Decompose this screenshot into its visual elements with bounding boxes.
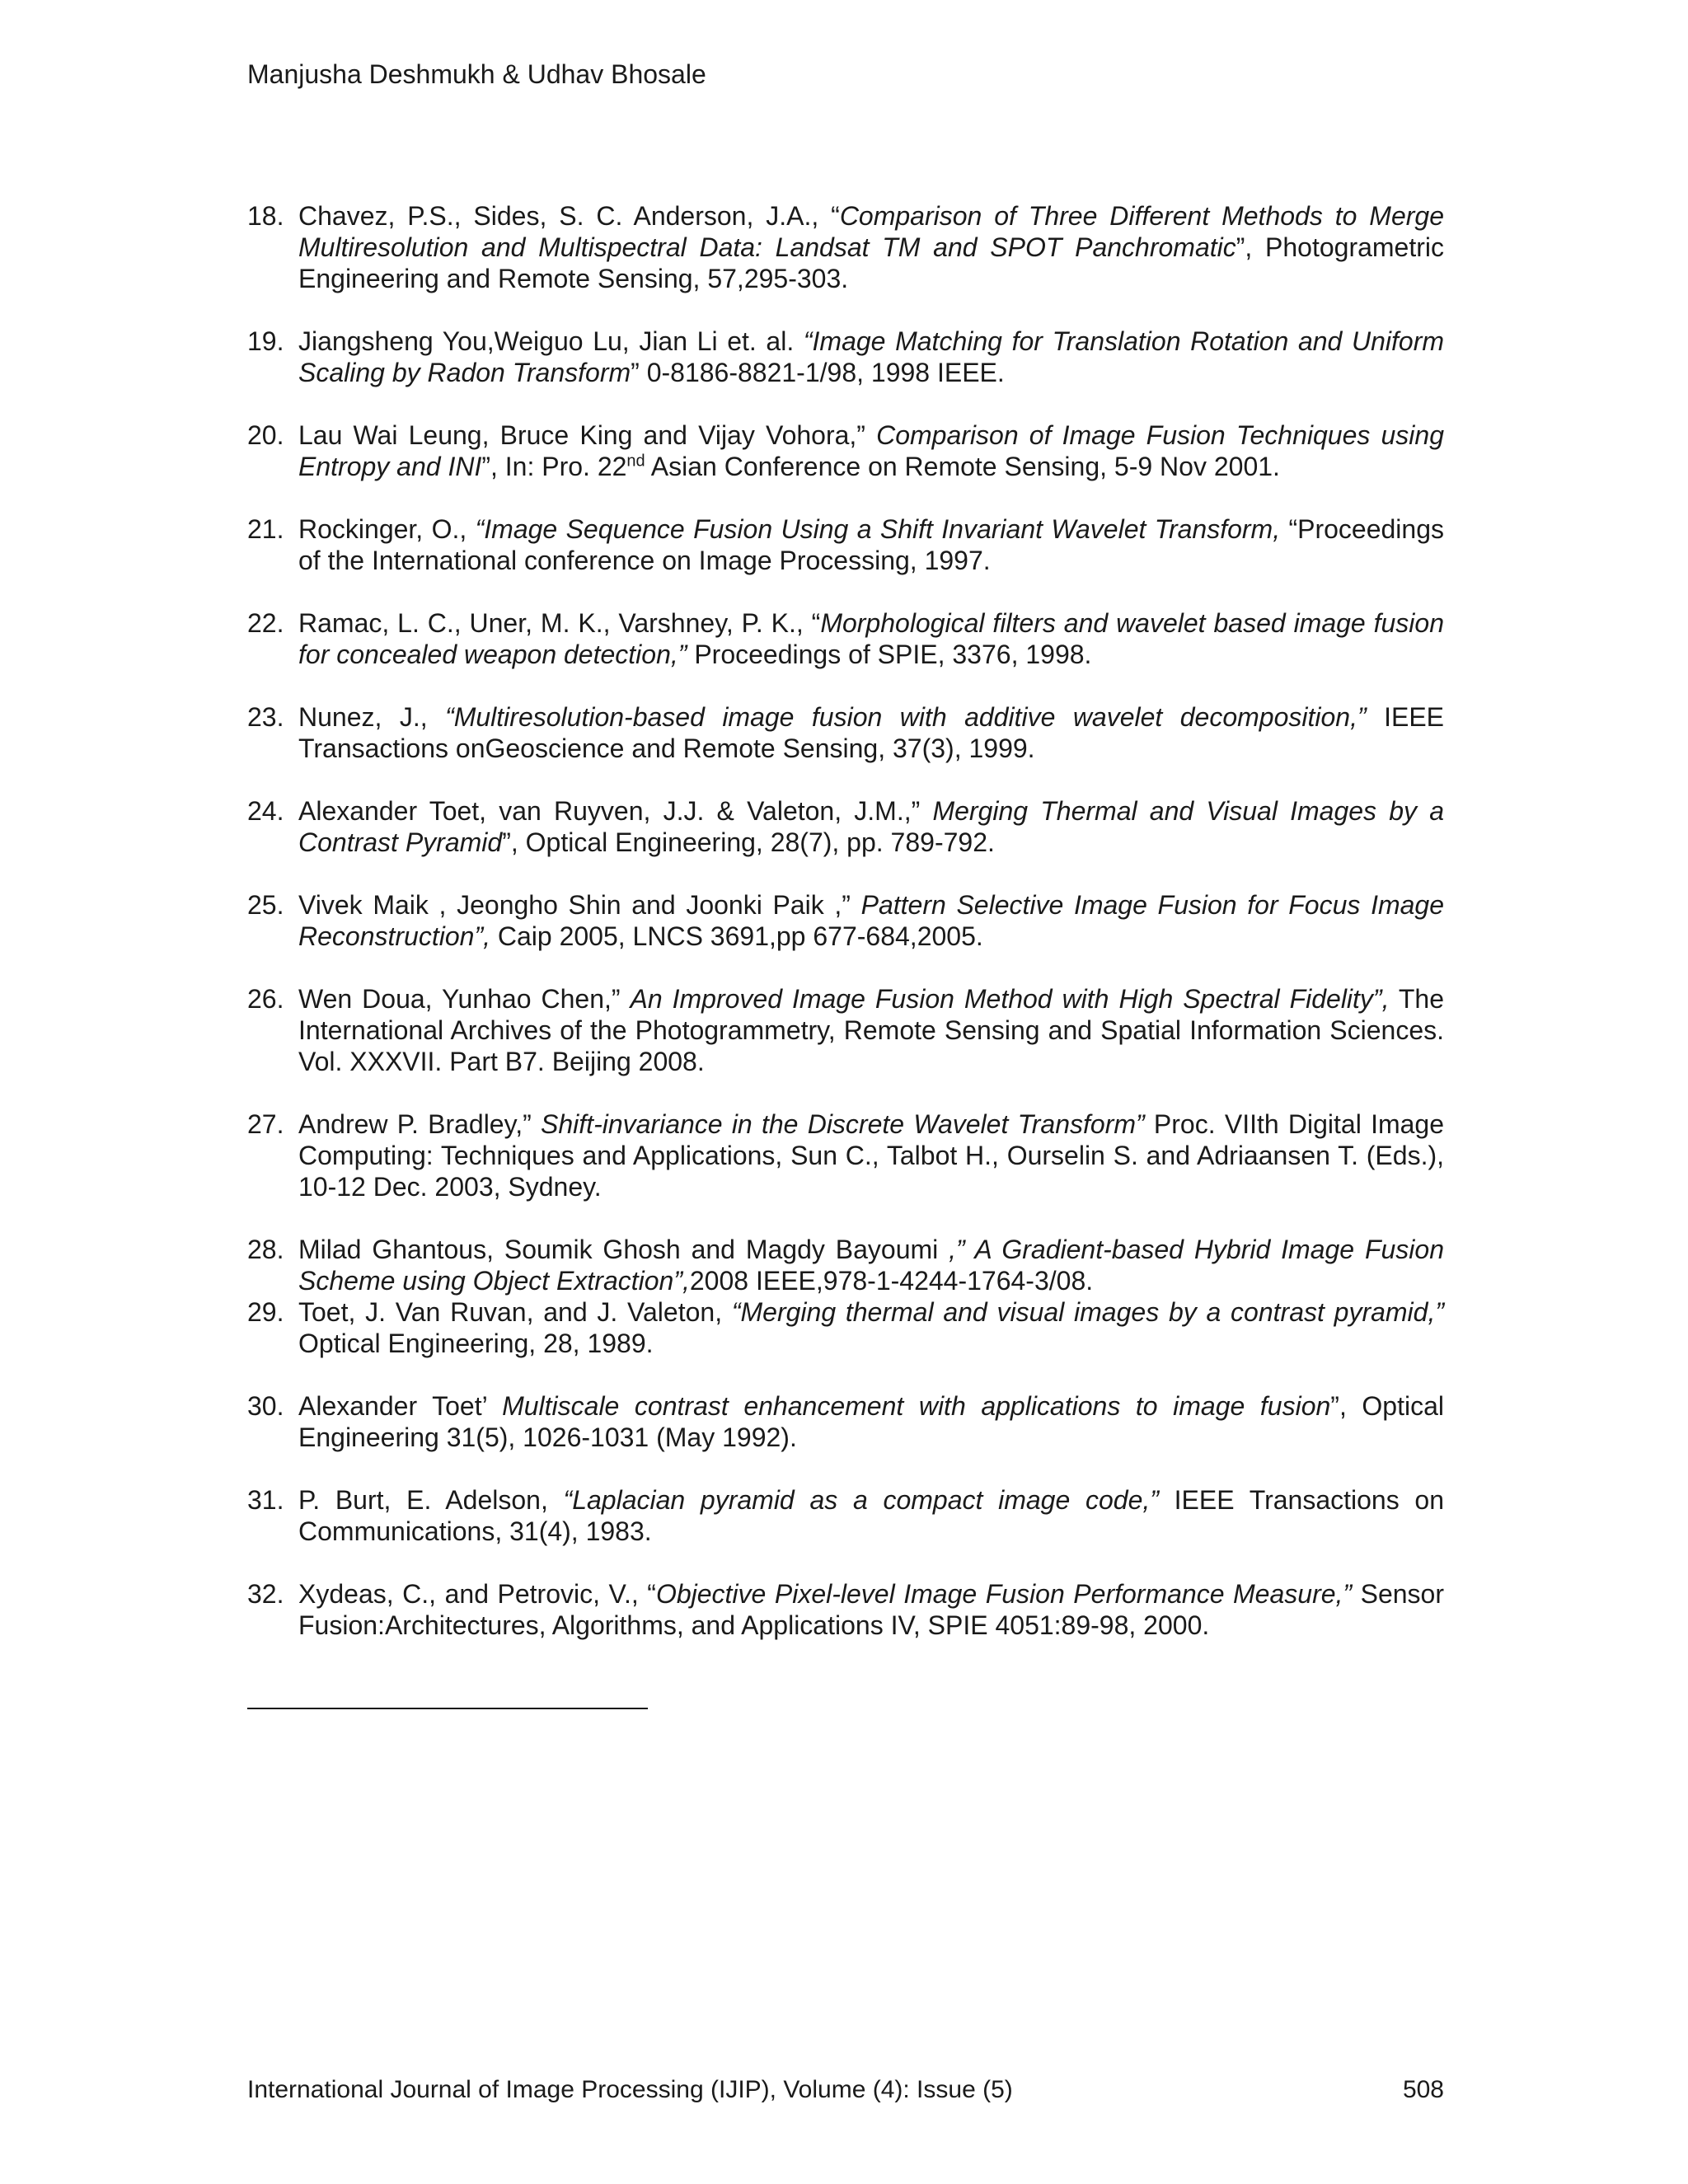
reference-text — [298, 1484, 1444, 1547]
reference-text — [298, 1234, 1444, 1296]
reference-segment: Lau Wai Leung, Bruce King and Vijay Vohora,” — [298, 420, 877, 450]
reference-list — [247, 200, 1444, 1641]
reference-item — [247, 1234, 1444, 1296]
reference-segment: IEEE Transactions onGeoscience and Remote Sensing, 37(3), 1999. — [298, 702, 1445, 763]
reference-segment: Alexander Toet’ — [298, 1391, 503, 1421]
reference-text — [298, 326, 1444, 388]
reference-number: 25. — [247, 890, 284, 920]
reference-item — [247, 795, 1444, 858]
reference-segment: ”, Optical Engineering, 28(7), pp. 789-792. — [502, 827, 995, 857]
reference-title: “Laplacian pyramid as a compact image code,” — [563, 1485, 1159, 1515]
reference-segment: ” 0-8186-8821-1/98, 1998 IEEE. — [631, 358, 1005, 387]
reference-text — [298, 513, 1444, 576]
reference-number: 22. — [247, 608, 284, 638]
reference-segment: Ramac, L. C., Uner, M. K., Varshney, P. K., “ — [298, 608, 821, 638]
reference-segment: Asian Conference on Remote Sensing, 5-9 Nov 2001. — [645, 452, 1280, 481]
reference-item — [247, 889, 1444, 952]
reference-number: 20. — [247, 420, 284, 450]
reference-segment: Proceedings of SPIE, 3376, 1998. — [687, 640, 1092, 669]
reference-number: 32. — [247, 1579, 284, 1609]
reference-segment: Andrew P. Bradley,” — [298, 1109, 542, 1139]
superscript: nd — [626, 452, 645, 471]
reference-title: Morphological filters and wavelet based image fusion for concealed weapon detection,” — [298, 608, 1445, 669]
reference-item — [247, 513, 1444, 576]
reference-text — [298, 1108, 1444, 1202]
reference-text — [298, 701, 1444, 764]
reference-segment: Nunez, J., — [298, 702, 446, 732]
reference-title: ,” A Gradient-based Hybrid Image Fusion Scheme using Object Extraction”, — [298, 1235, 1445, 1296]
reference-title: “Merging thermal and visual images by a contrast pyramid,” — [731, 1297, 1445, 1327]
reference-segment: Chavez, P.S., Sides, S. C. Anderson, J.A., “ — [298, 201, 840, 231]
reference-number: 31. — [247, 1485, 284, 1515]
reference-text — [298, 889, 1444, 952]
reference-title: Pattern Selective Image Fusion for Focus Image Reconstruction”, — [298, 890, 1445, 951]
reference-title: Objective Pixel-level Image Fusion Performance Measure,” — [655, 1579, 1353, 1609]
footnote-divider — [247, 1708, 648, 1709]
reference-segment: Rockinger, O., — [298, 514, 476, 544]
reference-item — [247, 1296, 1444, 1359]
reference-title: “Image Matching for Translation Rotation and Uniform Scaling by Radon Transform — [298, 326, 1445, 387]
reference-text — [298, 795, 1444, 858]
reference-segment: Caip 2005, LNCS 3691,pp 677-684,2005. — [490, 921, 983, 951]
reference-segment: Jiangsheng You,Weiguo Lu, Jian Li et. al. — [298, 326, 804, 356]
reference-segment: Proc. VIIth Digital Image Computing: Techniques and Applications, Sun C., Talbot H., Ourselin S. and Adriaansen T. (Eds.), 10-12 Dec. 2003, Sydney. — [298, 1109, 1445, 1202]
reference-title: “Multiresolution-based image fusion with additive wavelet decomposition,” — [445, 702, 1367, 732]
reference-text — [298, 419, 1444, 482]
reference-item — [247, 983, 1444, 1077]
reference-segment: The International Archives of the Photogrammetry, Remote Sensing and Spatial Information Sciences. Vol. XXXVII. Part B7. Beijing 2008. — [298, 984, 1445, 1076]
reference-text — [298, 1578, 1444, 1641]
reference-item — [247, 701, 1444, 764]
reference-segment: “Proceedings of the International conference on Image Processing, 1997. — [298, 514, 1444, 575]
footer-journal-title: International Journal of Image Processing (IJIP), Volume (4): Issue (5) — [247, 2076, 1013, 2103]
reference-segment: Vivek Maik , Jeongho Shin and Joonki Paik ,” — [298, 890, 861, 920]
running-head-authors: Manjusha Deshmukh & Udhav Bhosale — [247, 59, 706, 89]
reference-item — [247, 326, 1444, 388]
reference-title: “Image Sequence Fusion Using a Shift Invariant Wavelet Transform, — [475, 514, 1281, 544]
reference-item — [247, 419, 1444, 482]
reference-number: 21. — [247, 514, 284, 544]
reference-segment: ”, Optical Engineering 31(5), 1026-1031 (May 1992). — [298, 1391, 1444, 1452]
reference-item — [247, 1108, 1444, 1202]
reference-segment: 2008 IEEE,978-1-4244-1764-3/08. — [689, 1266, 1094, 1296]
reference-number: 27. — [247, 1109, 284, 1139]
reference-segment: Optical Engineering, 28, 1989. — [298, 1329, 654, 1358]
footer-page-number: 508 — [1402, 2076, 1444, 2103]
reference-segment: ”, Photogrametric Engineering and Remote Sensing, 57,295-303. — [298, 232, 1445, 293]
reference-number: 19. — [247, 326, 284, 356]
reference-text — [298, 607, 1444, 670]
reference-item — [247, 1484, 1444, 1547]
reference-segment: Alexander Toet, van Ruyven, J.J. & Valeton, J.M.,” — [298, 796, 933, 826]
reference-title: Comparison of Image Fusion Techniques using Entropy and INI — [298, 420, 1445, 481]
reference-item — [247, 1390, 1444, 1453]
reference-text — [298, 1390, 1444, 1453]
reference-segment: IEEE Transactions on Communications, 31(4), 1983. — [298, 1485, 1445, 1546]
reference-number: 30. — [247, 1391, 284, 1421]
reference-segment: Wen Doua, Yunhao Chen,” — [298, 984, 631, 1014]
reference-segment: P. Burt, E. Adelson, — [298, 1485, 564, 1515]
reference-number: 23. — [247, 702, 284, 732]
reference-segment: ”, In: Pro. 22 — [481, 452, 627, 481]
reference-segment: Xydeas, C., and Petrovic, V., “ — [298, 1579, 656, 1609]
reference-item — [247, 200, 1444, 294]
reference-number: 18. — [247, 201, 284, 231]
reference-item — [247, 1578, 1444, 1641]
reference-title: Comparison of Three Different Methods to Merge Multiresolution and Multispectral Data: Landsat TM and SPOT Panchromatic — [298, 201, 1445, 262]
reference-text — [298, 983, 1444, 1077]
reference-number: 28. — [247, 1235, 284, 1264]
reference-number: 24. — [247, 796, 284, 826]
reference-text — [298, 200, 1444, 294]
reference-number: 29. — [247, 1297, 284, 1327]
reference-segment: Milad Ghantous, Soumik Ghosh and Magdy Bayoumi — [298, 1235, 950, 1264]
reference-number: 26. — [247, 984, 284, 1014]
reference-title: Multiscale contrast enhancement with applications to image fusion — [502, 1391, 1331, 1421]
reference-text — [298, 1296, 1444, 1359]
reference-title: Merging Thermal and Visual Images by a Contrast Pyramid — [298, 796, 1445, 857]
reference-segment: Toet, J. Van Ruvan, and J. Valeton, — [298, 1297, 732, 1327]
reference-item — [247, 607, 1444, 670]
reference-segment: Sensor Fusion:Architectures, Algorithms, and Applications IV, SPIE 4051:89-98, 2000. — [298, 1579, 1445, 1640]
reference-title: Shift-invariance in the Discrete Wavelet Transform” — [541, 1109, 1145, 1139]
reference-title: An Improved Image Fusion Method with High Spectral Fidelity”, — [630, 984, 1390, 1014]
